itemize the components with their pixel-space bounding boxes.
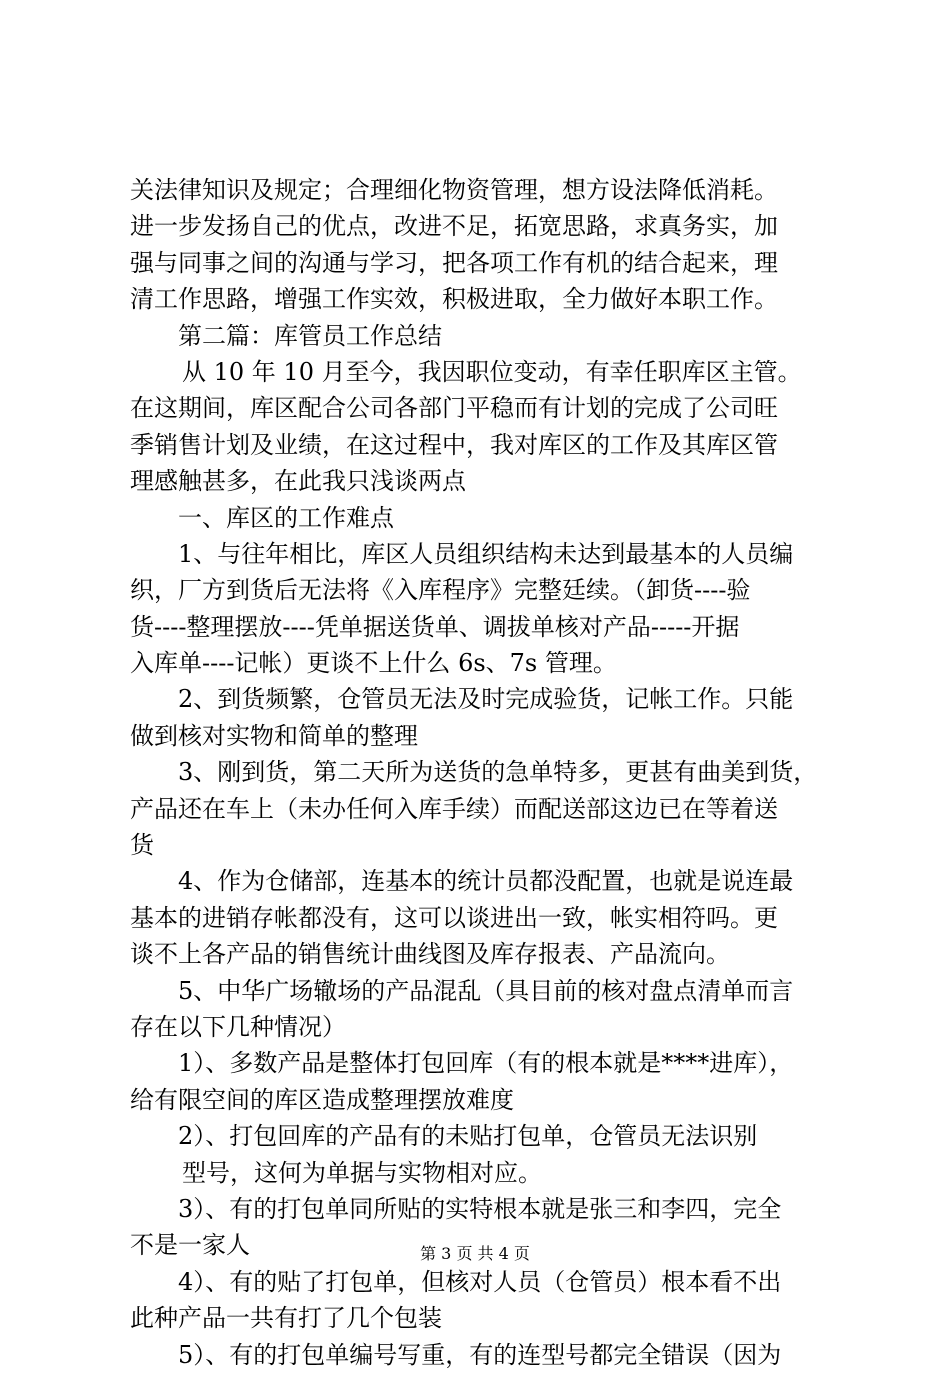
page-footer: 第 3 页 共 4 页 [420,1244,530,1263]
subsection-heading: 一、库区的工作难点 [178,503,394,532]
text-line: 货 [130,831,154,860]
text-line: 4、作为仓储部，连基本的统计员都没配置，也就是说连最 [178,867,794,896]
text-line: 谈不上各产品的销售统计曲线图及库存报表、产品流向。 [130,940,730,969]
text-line: 5、中华广场辙场的产品混乱（具目前的核对盘点清单而言 [178,976,794,1005]
text-line: 2）、打包回库的产品有的未贴打包单，仓管员无法识别 [178,1122,758,1151]
text-line: 强与同事之间的沟通与学习，把各项工作有机的结合起来，理 [130,248,778,277]
text-line: 2、到货频繁，仓管员无法及时完成验货，记帐工作。只能 [178,685,794,714]
text-line: 3）、有的打包单同所贴的实特根本就是张三和李四，完全 [178,1194,782,1223]
text-line: 给有限空间的库区造成整理摆放难度 [130,1085,514,1114]
text-line: 1）、多数产品是整体打包回库（有的根本就是****进库）， [178,1049,794,1078]
text-line: 1、与往年相比，库区人员组织结构未达到最基本的人员编 [178,539,794,568]
text-line: 季销售计划及业绩，在这过程中，我对库区的工作及其库区管 [130,430,778,459]
text-line: 4）、有的贴了打包单，但核对人员（仓管员）根本看不出 [178,1267,782,1296]
text-line: 做到核对实物和简单的整理 [130,721,418,750]
text-line: 基本的进销存帐都没有，这可以谈进出一致，帐实相符吗。更 [130,903,778,932]
text-line: 3、刚到货，第二天所为送货的急单特多，更甚有曲美到货， [178,758,818,787]
text-line: 织，厂方到货后无法将《入库程序》完整廷续。（卸货----验 [130,576,751,605]
text-line: 清工作思路，增强工作实效，积极进取，全力做好本职工作。 [130,285,778,314]
text-line: 型号，这何为单据与实物相对应。 [182,1158,542,1187]
text-line: 存在以下几种情况） [130,1012,346,1041]
text-line: 货----整理摆放----凭单据送货单、调拔单核对产品-----开据 [130,612,740,641]
text-line: 在这期间，库区配合公司各部门平稳而有计划的完成了公司旺 [130,394,778,423]
section-heading: 第二篇：库管员工作总结 [178,321,442,350]
text-line: 关法律知识及规定；合理细化物资管理，想方设法降低消耗。 [130,176,778,204]
text-line: 入库单----记帐）更谈不上什么 6s、7s 管理。 [130,649,617,678]
text-line: 不是一家人 [130,1231,250,1260]
text-line: 理感触甚多，在此我只浅谈两点 [130,467,466,496]
text-line: 产品还在车上（未办任何入库手续）而配送部这边已在等着送 [130,794,778,823]
text-line: 从 10 年 10 月至今，我因职位变动，有幸任职库区主管。 [182,357,802,386]
text-line: 进一步发扬自己的优点，改进不足，拓宽思路，求真务实，加 [130,212,778,241]
text-line: 此种产品一共有打了几个包装 [130,1304,442,1333]
document-body [130,172,840,1373]
text-line: 5）、有的打包单编号写重，有的连型号都完全错误（因为 [178,1340,782,1369]
